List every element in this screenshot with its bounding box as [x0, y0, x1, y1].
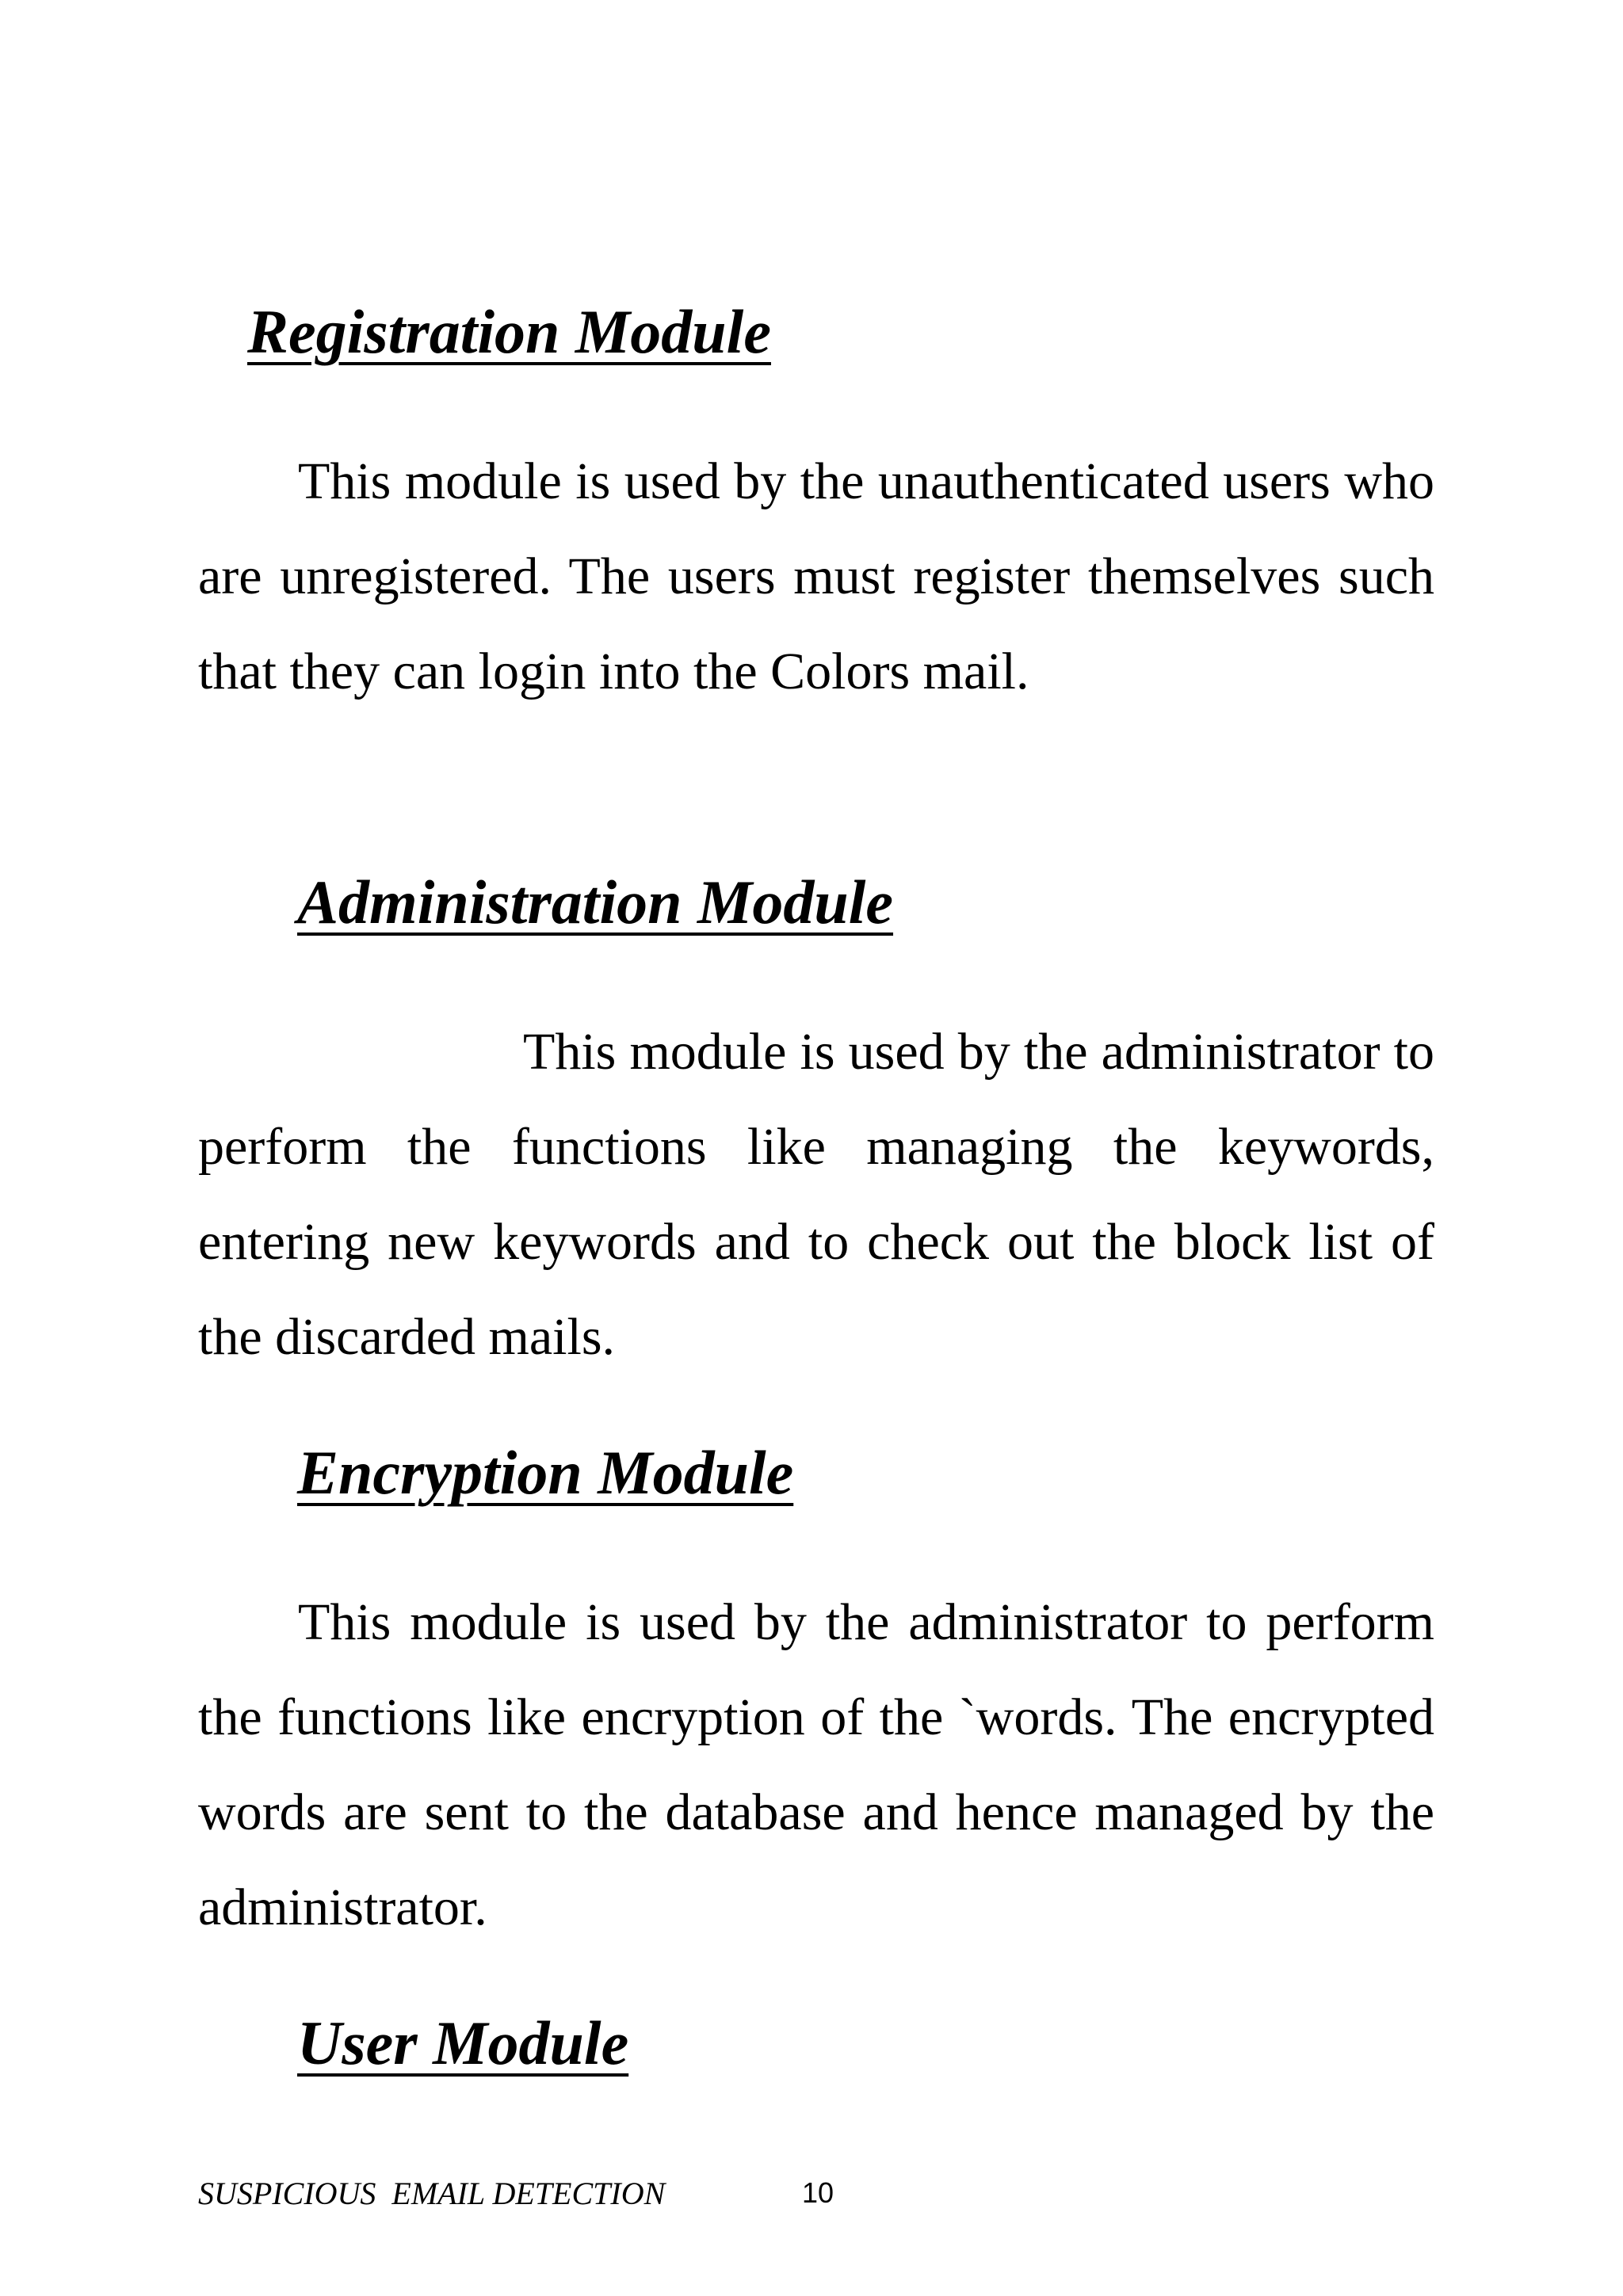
section-heading-registration: Registration Module	[247, 297, 771, 366]
section-paragraph-registration: This module is used by the unauthenticated users who are unregistered. The users must register themselves such that they can login into the Colors mail.	[198, 452, 1434, 700]
footer-document-title: SUSPICIOUS EMAIL DETECTION	[198, 2176, 666, 2211]
section-paragraph-administration: This module is used by the administrator to perform the functions like managing the keywords, entering new keywords and to check out the block list of the discarded mails.	[198, 1023, 1434, 1366]
section-paragraph-encryption: This module is used by the administrator to perform the functions like encryption of the `words. The encrypted words are sent to the database and hence managed by the administrator.	[198, 1593, 1434, 1936]
section-heading-administration: Administration Module	[297, 868, 894, 936]
section-heading-encryption: Encryption Module	[297, 1438, 794, 1507]
footer-page-number: 10	[802, 2176, 834, 2209]
section-heading-user: User Module	[297, 2008, 629, 2077]
